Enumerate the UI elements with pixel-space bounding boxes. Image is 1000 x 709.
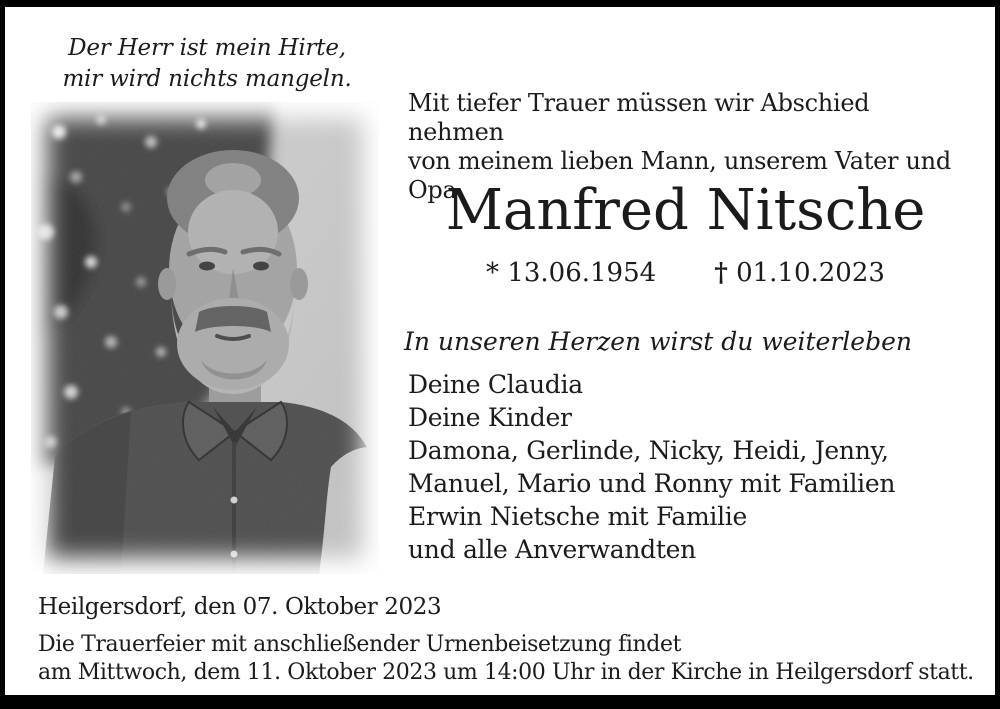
deceased-photo-graphic bbox=[31, 102, 379, 574]
mourner-line: Erwin Nietsche mit Familie bbox=[408, 502, 747, 531]
death-date-value: 01.10.2023 bbox=[736, 258, 885, 288]
death-cross-symbol: † bbox=[714, 258, 728, 288]
mourner-line: Manuel, Mario und Ronny mit Familien bbox=[408, 469, 896, 498]
birth-star-symbol: * bbox=[486, 258, 500, 288]
birth-date-value: 13.06.1954 bbox=[507, 258, 657, 288]
mourners-list bbox=[408, 368, 968, 566]
deceased-photo bbox=[31, 102, 379, 574]
mourner-line: Deine Claudia bbox=[408, 370, 583, 399]
birth-date bbox=[486, 257, 656, 289]
mourner-line: Damona, Gerlinde, Nicky, Heidi, Jenny, bbox=[408, 436, 889, 465]
bible-quote bbox=[57, 33, 357, 95]
announcement-intro-line2: von meinem lieben Mann, unserem Vater und Opa bbox=[408, 147, 951, 204]
life-dates bbox=[408, 257, 963, 289]
death-date bbox=[714, 257, 885, 289]
funeral-info-line1: Die Trauerfeier mit anschließender Urnenbeisetzung findet bbox=[38, 632, 682, 657]
bible-quote-line1: Der Herr ist mein Hirte, bbox=[68, 35, 346, 61]
deceased-name: Manfred Nitsche bbox=[445, 178, 926, 243]
funeral-info-line2: am Mittwoch, dem 11. Oktober 2023 um 14:00 Uhr in der Kirche in Heilgersdorf statt. bbox=[38, 660, 974, 685]
announcement-column bbox=[404, 7, 968, 695]
epitaph-line: In unseren Herzen wirst du weiterleben bbox=[404, 327, 912, 356]
mourner-line: und alle Anverwandten bbox=[408, 535, 696, 564]
bible-quote-line2: mir wird nichts mangeln. bbox=[62, 66, 352, 92]
mourner-line: Deine Kinder bbox=[408, 403, 572, 432]
funeral-information bbox=[38, 631, 974, 687]
announcement-intro-line1: Mit tiefer Trauer müssen wir Abschied nehmen bbox=[408, 89, 870, 146]
place-and-date: Heilgersdorf, den 07. Oktober 2023 bbox=[38, 594, 442, 620]
